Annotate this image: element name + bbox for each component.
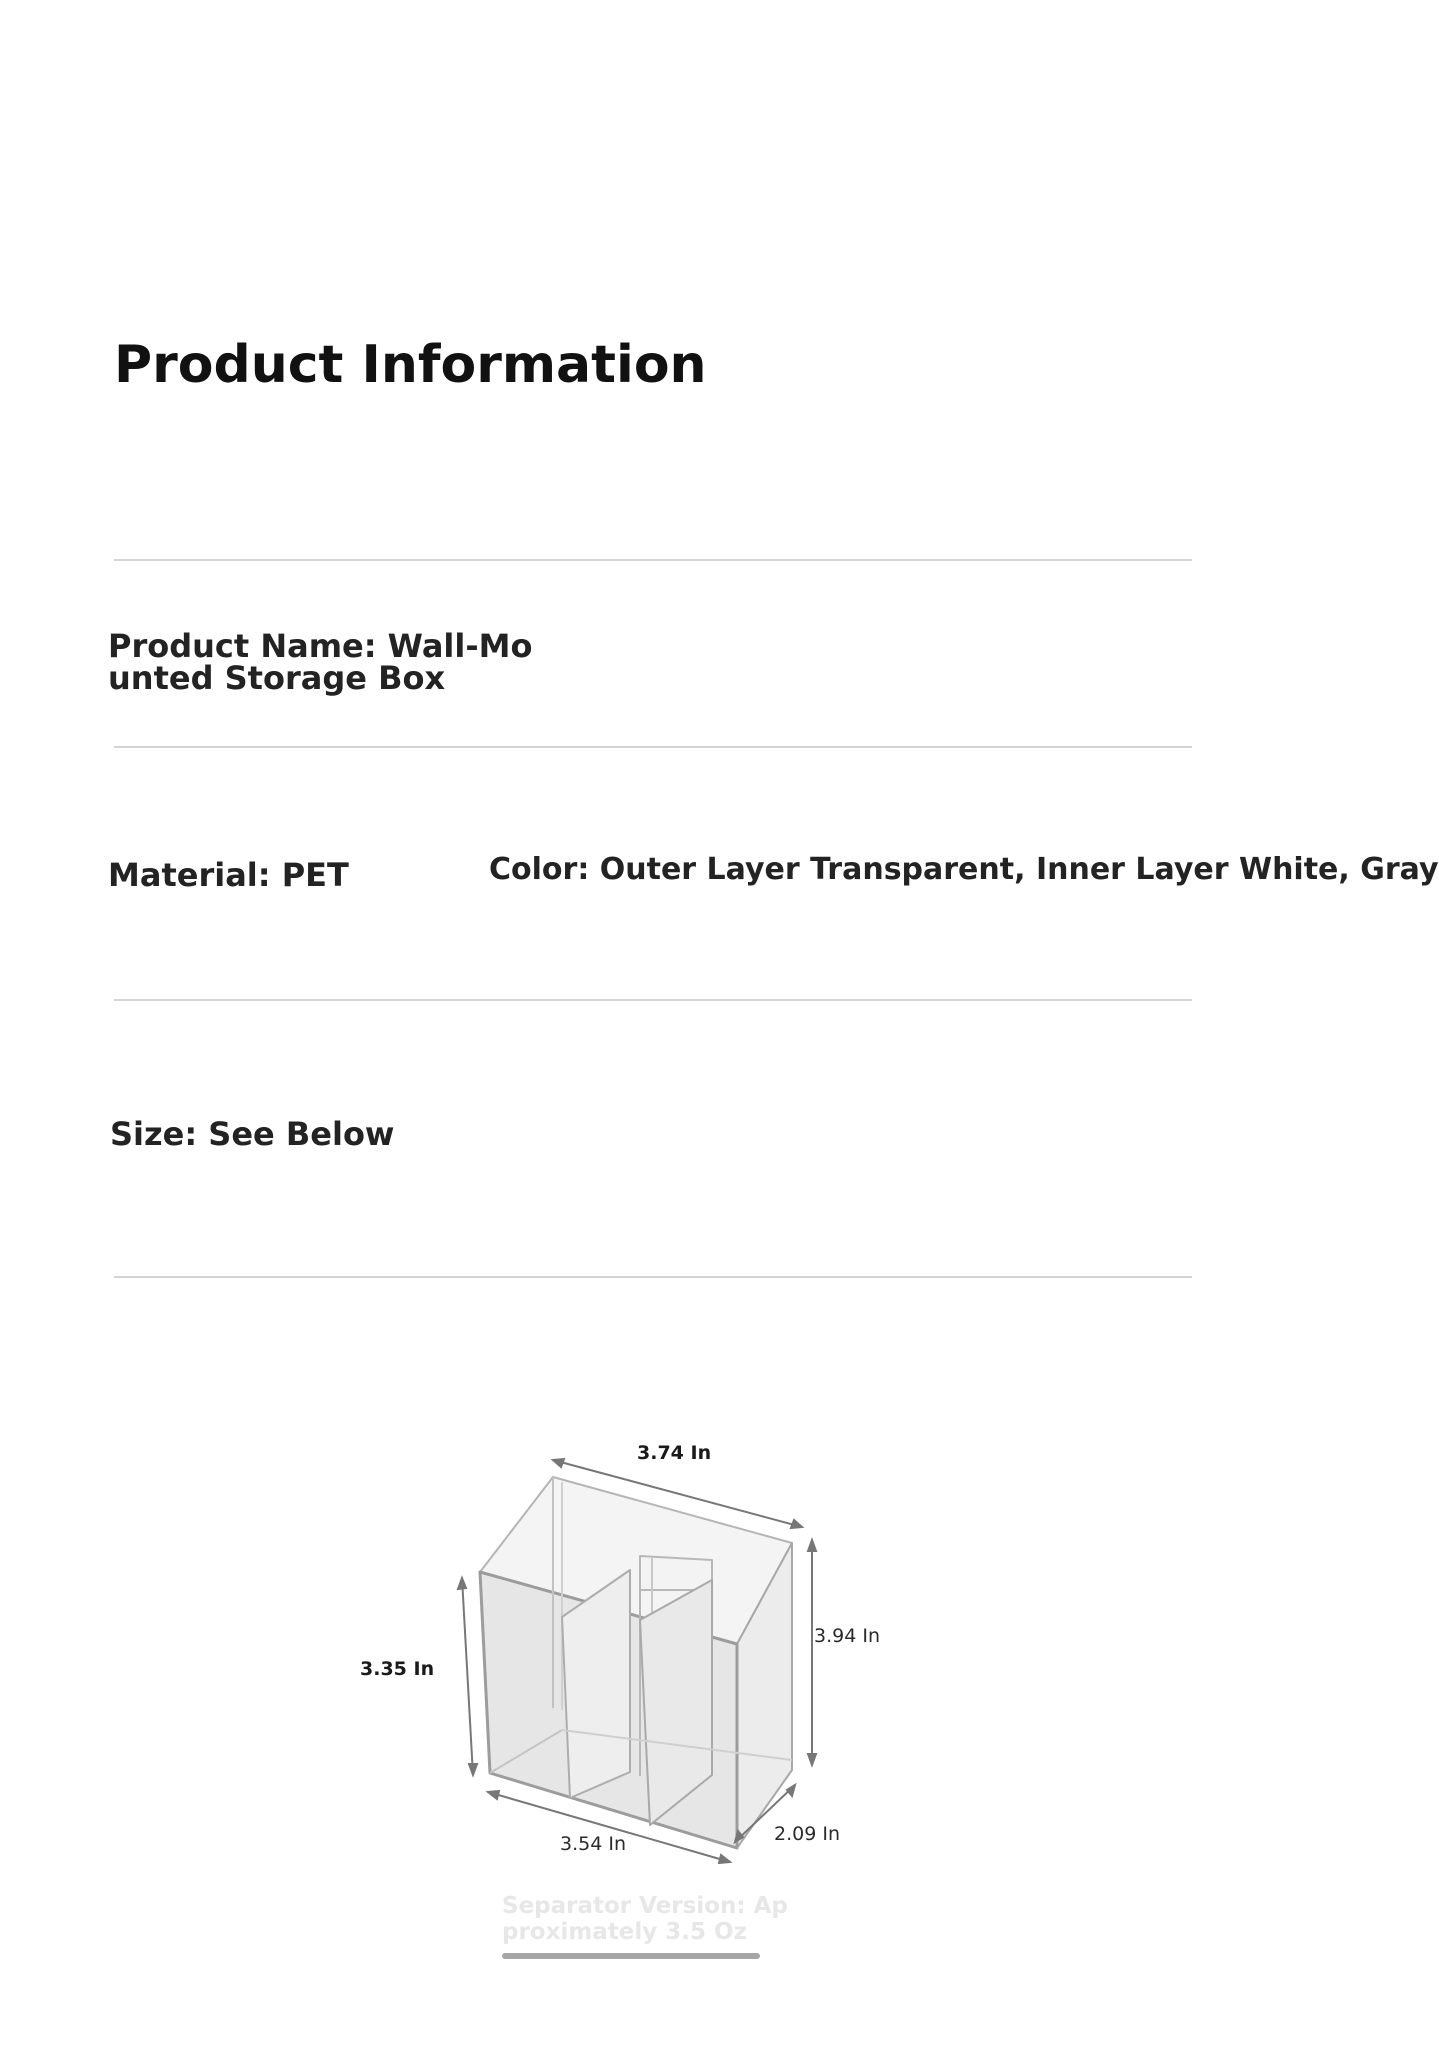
storage-box-illustration — [340, 1430, 980, 1970]
caption-underline — [502, 1953, 760, 1959]
divider — [114, 999, 1192, 1001]
divider — [114, 1276, 1192, 1278]
size-label: Size: See Below — [110, 1115, 395, 1153]
divider — [114, 746, 1192, 748]
color-label: Color: Outer Layer Transparent, Inner Layer White, Gray — [489, 852, 1439, 887]
storage-box-diagram — [340, 1430, 980, 1970]
left-height-label: 3.35 In — [360, 1658, 435, 1680]
product-name — [108, 627, 533, 697]
page-title: Product Information — [114, 335, 707, 395]
top-width-label: 3.74 In — [637, 1442, 712, 1464]
bottom-width-label: 3.54 In — [560, 1833, 626, 1855]
divider — [114, 559, 1192, 561]
caption-line-1: Separator Version: Ap — [502, 1893, 788, 1919]
depth-label: 2.09 In — [774, 1823, 840, 1845]
product-name-line-2: unted Storage Box — [108, 659, 446, 697]
right-height-label: 3.94 In — [814, 1625, 880, 1647]
caption-line-2: proximately 3.5 Oz — [502, 1919, 747, 1945]
material-label: Material: PET — [108, 856, 349, 894]
product-name-line-1: Product Name: Wall-Mo — [108, 627, 533, 665]
separator-version-caption — [502, 1893, 788, 1945]
